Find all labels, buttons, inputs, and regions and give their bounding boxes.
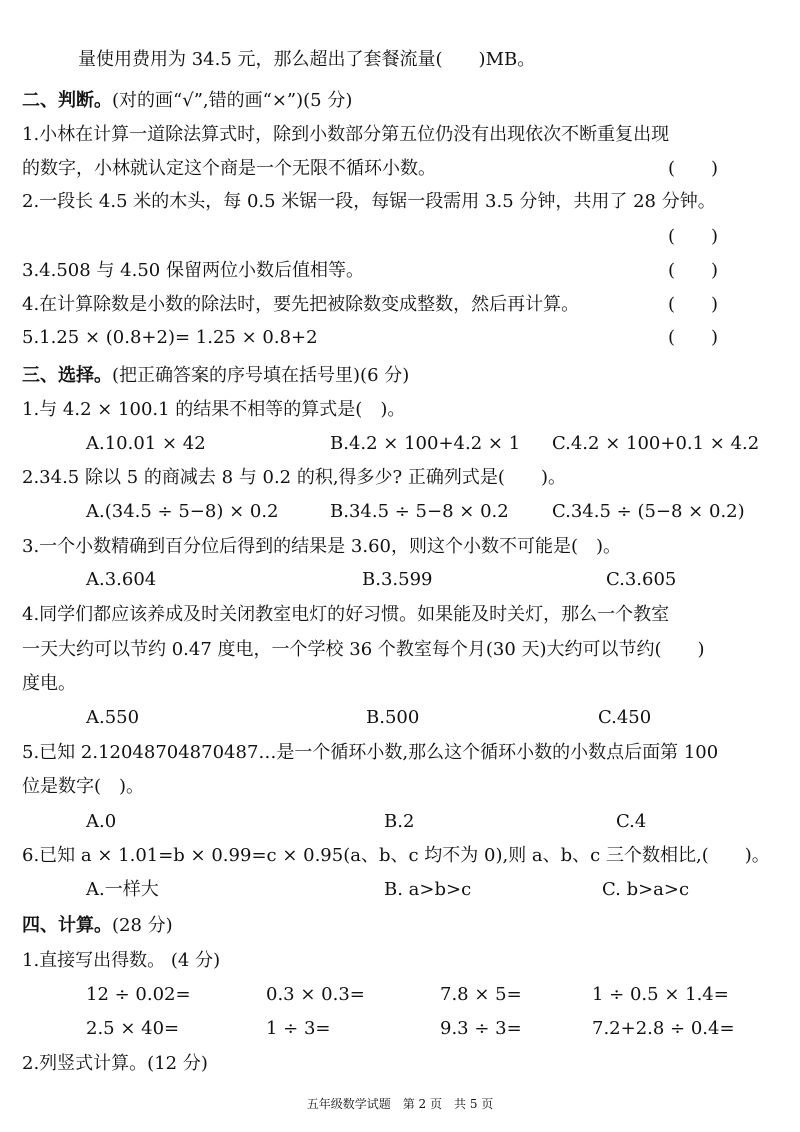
calc-sub2-title: 2.列竖式计算。(12 分) (22, 1053, 208, 1074)
choice-q1-option-c[interactable]: C.4.2 × 100+0.1 × 4.2 (552, 433, 760, 454)
judge-q5-answer-blank[interactable]: ( ) (668, 327, 719, 348)
calc-item: 12 ÷ 0.02= (86, 984, 191, 1005)
choice-q6: 6.已知 a × 1.01=b × 0.99=c × 0.95(a、b、c 均不为 0),则 a、b、c 三个数相比,( )。 (22, 845, 770, 866)
choice-q1-option-b[interactable]: B.4.2 × 100+4.2 × 1 (330, 433, 521, 454)
choice-q4-option-c[interactable]: C.450 (598, 707, 652, 728)
judge-q1-line2: 的数字，小林就认定这个商是一个无限不循环小数。 (22, 158, 436, 179)
choice-q6-option-c[interactable]: C. b>a>c (602, 879, 690, 900)
judge-q3: 3.4.508 与 4.50 保留两位小数后值相等。 (22, 260, 364, 281)
choice-q2: 2.34.5 除以 5 的商减去 8 与 0.2 的积,得多少? 正确列式是( )。 (22, 467, 566, 488)
calc-item: 2.5 × 40= (86, 1018, 180, 1039)
choice-q4-line1: 4.同学们都应该养成及时关闭教室电灯的好习惯。如果能及时关灯，那么一个教室 (22, 604, 670, 625)
judge-q3-answer-blank[interactable]: ( ) (668, 260, 719, 281)
section-3-header (22, 364, 782, 388)
section-2-header (22, 89, 782, 113)
judge-q2-answer-blank[interactable]: ( ) (668, 226, 719, 247)
page-footer: 五年级数学试题 第 2 页 共 5 页 (306, 1097, 494, 1111)
choice-q6-option-a[interactable]: A.一样大 (86, 879, 159, 900)
calc-item: 1 ÷ 0.5 × 1.4= (592, 984, 729, 1005)
section-4-header (22, 914, 782, 938)
choice-q5-option-c[interactable]: C.4 (616, 811, 647, 832)
choice-q4-option-b[interactable]: B.500 (366, 707, 420, 728)
section-4-hint: (28 分) (112, 915, 173, 936)
judge-q5: 5.1.25 × (0.8+2)= 1.25 × 0.8+2 (22, 327, 318, 348)
choice-q5-option-a[interactable]: A.0 (86, 811, 117, 832)
choice-q3: 3.一个小数精确到百分位后得到的结果是 3.60，则这个小数不可能是( )。 (22, 536, 622, 557)
calc-item: 9.3 ÷ 3= (440, 1018, 522, 1039)
choice-q3-option-c[interactable]: C.3.605 (606, 569, 677, 590)
choice-q4-option-a[interactable]: A.550 (86, 707, 140, 728)
judge-q2: 2.一段长 4.5 米的木头，每 0.5 米锯一段，每锯一段需用 3.5 分钟，共用了 28 分钟。 (22, 191, 716, 212)
calc-item: 7.8 × 5= (440, 984, 522, 1005)
section-2-heading: 二、判断。 (22, 90, 112, 111)
calc-item: 1 ÷ 3= (266, 1018, 331, 1039)
calc-item: 7.2+2.8 ÷ 0.4= (592, 1018, 735, 1039)
choice-q2-option-a[interactable]: A.(34.5 ÷ 5−8) × 0.2 (86, 501, 279, 522)
choice-q6-option-b[interactable]: B. a>b>c (384, 879, 472, 900)
continued-question-text: 量使用费用为 34.5 元，那么超出了套餐流量( )MB。 (78, 49, 536, 70)
judge-q4: 4.在计算除数是小数的除法时，要先把被除数变成整数，然后再计算。 (22, 294, 580, 315)
choice-q3-option-b[interactable]: B.3.599 (362, 569, 433, 590)
section-2-hint: (对的画“√”,错的画“×”)(5 分) (112, 90, 353, 111)
judge-q1-answer-blank[interactable]: ( ) (668, 158, 719, 179)
choice-q3-option-a[interactable]: A.3.604 (86, 569, 157, 590)
section-4-heading: 四、计算。 (22, 915, 112, 936)
section-3-heading: 三、选择。 (22, 365, 112, 386)
section-3-hint: (把正确答案的序号填在括号里)(6 分) (112, 365, 410, 386)
judge-q4-answer-blank[interactable]: ( ) (668, 294, 719, 315)
choice-q1-option-a[interactable]: A.10.01 × 42 (86, 433, 206, 454)
choice-q2-option-b[interactable]: B.34.5 ÷ 5−8 × 0.2 (330, 501, 509, 522)
calc-sub1-title: 1.直接写出得数。 (4 分) (22, 950, 221, 971)
choice-q4-line3: 度电。 (22, 673, 76, 694)
choice-q5-option-b[interactable]: B.2 (384, 811, 415, 832)
choice-q5-line1: 5.已知 2.12048704870487…是一个循环小数,那么这个循环小数的小数点后面第 100 (22, 742, 719, 763)
choice-q1: 1.与 4.2 × 100.1 的结果不相等的算式是( )。 (22, 399, 406, 420)
calc-item: 0.3 × 0.3= (266, 984, 365, 1005)
choice-q4-line2: 一天大约可以节约 0.47 度电，一个学校 36 个教室每个月(30 天)大约可以节约( ) (22, 639, 705, 660)
choice-q2-option-c[interactable]: C.34.5 ÷ (5−8 × 0.2) (552, 501, 745, 522)
choice-q5-line2: 位是数字( )。 (22, 776, 145, 797)
judge-q1-line1: 1.小林在计算一道除法算式时，除到小数部分第五位仍没有出现依次不断重复出现 (22, 124, 670, 145)
